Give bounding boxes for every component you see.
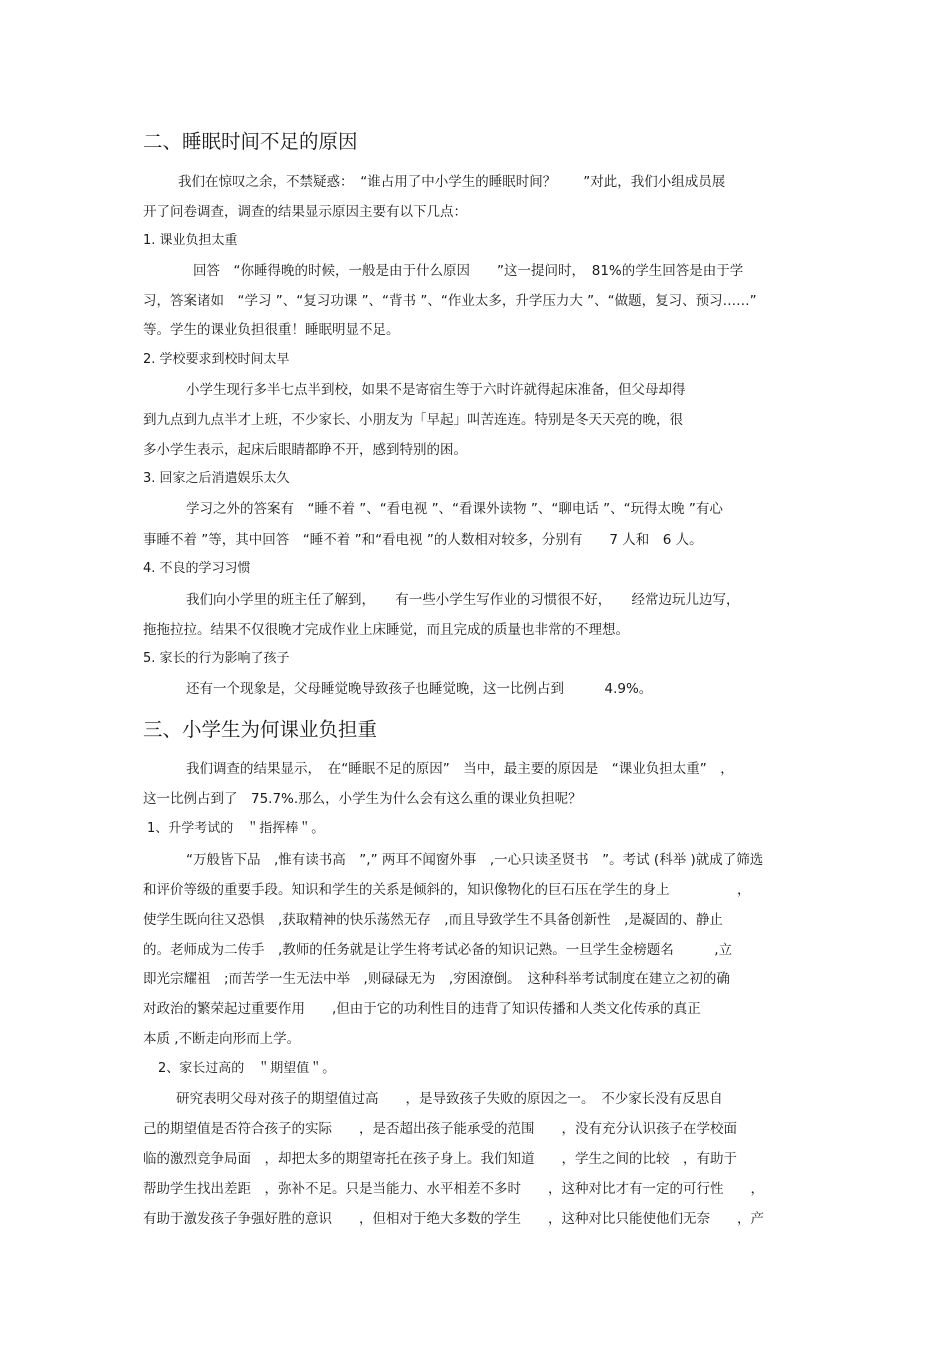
paragraph-line: 对政治的繁荣起过重要作用 ,但由于它的功利性目的违背了知识传播和人类文化传承的真正 (143, 1001, 701, 1017)
paragraph-line: 还有一个现象是，父母睡觉晚导致孩子也睡觉晚，这一比例占到 4.9%。 (186, 681, 653, 697)
paragraph-line: 我们调查的结果显示， 在“睡眠不足的原因” 当中，最主要的原因是 “课业负担太重” ， (186, 761, 734, 777)
paragraph-line: 学习之外的答案有 “睡不着 ”、“看电视 ”、“看课外读物 ”、“聊电话 ”、“玩得太晚 ”有心 (186, 501, 723, 517)
subheading: 2. 学校要求到校时间太早 (143, 352, 290, 367)
paragraph-line: 我们向小学里的班主任了解到， 有一些小学生写作业的习惯很不好， 经常边玩儿边写， (186, 592, 740, 608)
paragraph-line: 开了问卷调查，调查的结果显示原因主要有以下几点： (143, 204, 467, 220)
paragraph-line: 事睡不着 ”等，其中回答 “睡不着 ”和“看电视 ”的人数相对较多，分别有 7 人和 6 人。 (143, 532, 703, 548)
paragraph-line: 我们在惊叹之余，不禁疑惑： “谁占用了中小学生的睡眠时间？ ”对此，我们小组成员展 (178, 174, 726, 190)
section-2-heading: 二、睡眠时间不足的原因 (143, 130, 358, 153)
paragraph-line: 本质 ,不断走向形而上学。 (143, 1031, 301, 1047)
paragraph-line: 临的激烈竞争局面 ，却把太多的期望寄托在孩子身上。我们知道 ，学生之间的比较 ，有助于 (143, 1151, 737, 1167)
paragraph-line: “万般皆下品 ,惟有读书高 ”,” 两耳不闻窗外事 ,一心只读圣贤书 ”。考试 (科举 )就成了筛选 (186, 852, 764, 868)
paragraph-line: 己的期望值是否符合孩子的实际 ，是否超出孩子能承受的范围 ，没有充分认识孩子在学校面 (143, 1121, 737, 1137)
subheading: 4. 不良的学习习惯 (143, 561, 251, 576)
paragraph-line: 多小学生表示，起床后眼睛都睁不开，感到特别的困。 (143, 442, 467, 458)
paragraph-line: 使学生既向往又恐惧 ,获取精神的快乐荡然无存 ,而且导致学生不具备创新性 ,是凝固的、静止 (143, 912, 723, 928)
paragraph-line: 到九点到九点半才上班，不少家长、小朋友为「早起」叫苦连连。特别是冬天天亮的晚，很 (143, 412, 683, 428)
subheading: 1、升学考试的 ＂指挥棒＂。 (147, 821, 325, 836)
subheading: 1. 课业负担太重 (143, 233, 238, 248)
section-3-heading: 三、小学生为何课业负担重 (143, 718, 378, 741)
paragraph-line: 和评价等级的重要手段。知识和学生的关系是倾斜的，知识像物化的巨石压在学生的身上 ， (143, 882, 751, 898)
paragraph-line: 帮助学生找出差距 ，弥补不足。只是当能力、水平相差不多时 ，这种对比才有一定的可行性 ， (143, 1181, 764, 1197)
paragraph-line: 拖拖拉拉。结果不仅很晚才完成作业上床睡觉，而且完成的质量也非常的不理想。 (143, 622, 629, 638)
paragraph-line: 习，答案诸如 “学习 ”、“复习功课 ”、“背书 ”、“作业太多，升学压力大 ”、“做题，复习、预习……” (143, 293, 757, 309)
paragraph-line: 的。老师成为二传手 ,教师的任务就是让学生将考试必备的知识记熟。一旦学生金榜题名 ,立 (143, 942, 733, 958)
paragraph-line: 即光宗耀祖 ;而苦学一生无法中举 ,则碌碌无为 ,穷困潦倒。 这种科举考试制度在建立之初的确 (143, 971, 730, 987)
subheading: 2、家长过高的 ＂期望值＂。 (158, 1061, 336, 1076)
paragraph-line: 小学生现行多半七点半到校，如果不是寄宿生等于六时许就得起床准备，但父母却得 (186, 382, 686, 398)
paragraph-line: 回答 “你睡得晚的时候，一般是由于什么原因 ”这一提问时， 81%的学生回答是由于学 (193, 263, 744, 279)
paragraph-line: 有助于激发孩子争强好胜的意识 ，但相对于绝大多数的学生 ，这种对比只能使他们无奈 ，产 (143, 1211, 764, 1227)
subheading: 5. 家长的行为影响了孩子 (143, 651, 290, 666)
paragraph-line: 研究表明父母对孩子的期望值过高 ，是导致孩子失败的原因之一。 不少家长没有反思自 (176, 1091, 723, 1107)
paragraph-line: 这一比例占到了 75.7%.那么，小学生为什么会有这么重的课业负担呢？ (143, 791, 582, 807)
subheading: 3. 回家之后消遣娱乐太久 (143, 471, 290, 486)
paragraph-line: 等。学生的课业负担很重！睡眠明显不足。 (143, 322, 400, 338)
